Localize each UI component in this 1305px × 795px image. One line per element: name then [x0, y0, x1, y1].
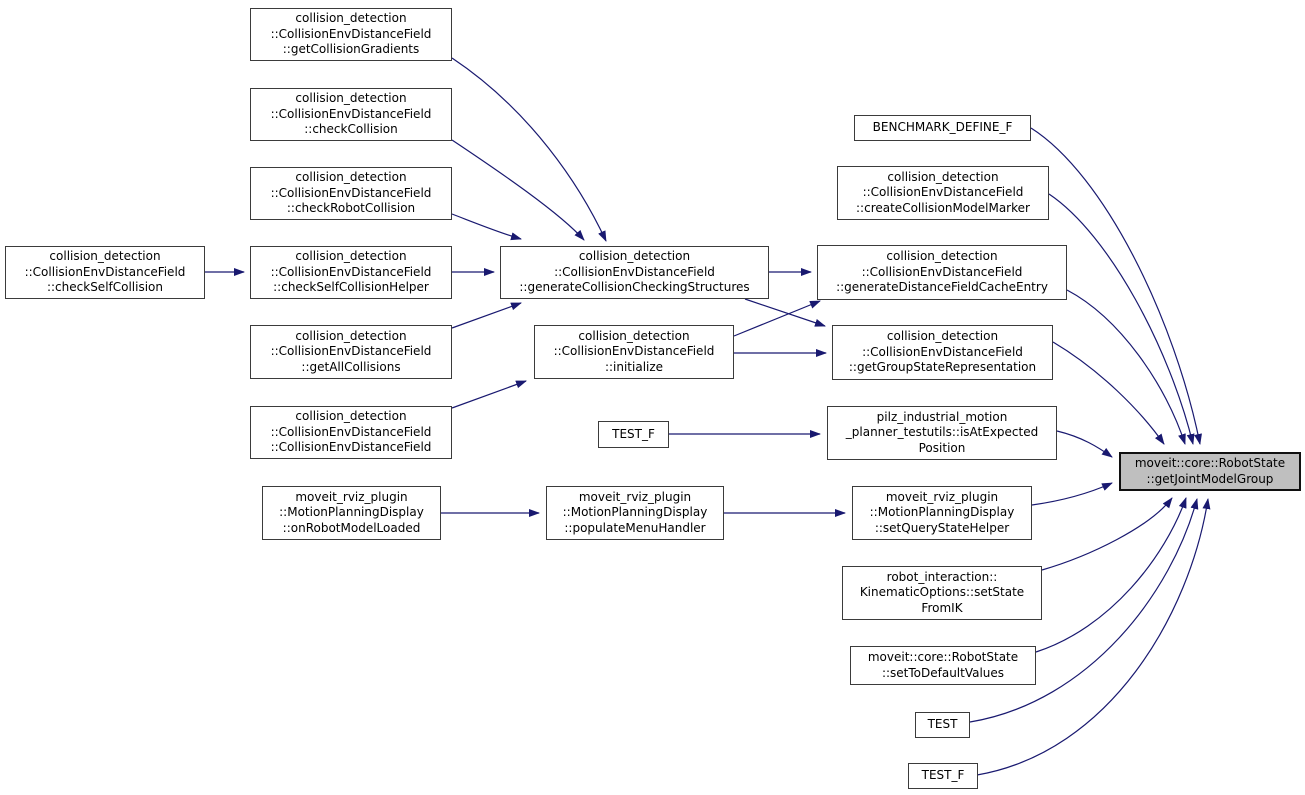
node-label-line: ::getJointModelGroup	[1146, 471, 1274, 486]
node-get-all-collisions[interactable]	[250, 325, 452, 379]
node-get-group-state-representation[interactable]	[832, 325, 1053, 380]
node-label-line: ::CollisionEnvDistanceField	[553, 344, 715, 359]
node-initialize[interactable]	[534, 325, 734, 379]
node-set-query-state-helper[interactable]	[852, 486, 1032, 540]
node-label-line: ::CollisionEnvDistanceField	[270, 344, 432, 359]
edge-get-all-collisions-to-generate-collision-checking-structures	[452, 303, 521, 328]
node-label-line: BENCHMARK_DEFINE_F	[872, 120, 1013, 135]
edge-check-robot-collision-to-generate-collision-checking-structures	[452, 214, 521, 239]
node-get-collision-gradients[interactable]	[250, 8, 452, 61]
node-label-line: ::MotionPlanningDisplay	[562, 505, 708, 520]
node-generate-distance-field-cache-entry[interactable]	[817, 245, 1067, 300]
node-label-line: _planner_testutils::isAtExpected	[845, 425, 1039, 440]
node-label-line: ::checkRobotCollision	[286, 201, 416, 216]
node-label-line: collision_detection	[295, 249, 407, 264]
node-label-line: collision_detection	[886, 249, 998, 264]
node-label-line: pilz_industrial_motion	[876, 409, 1008, 424]
node-check-self-collision[interactable]	[5, 246, 205, 299]
node-label-line: collision_detection	[295, 11, 407, 26]
node-label-line: ::populateMenuHandler	[564, 520, 706, 535]
edge-check-collision-to-generate-collision-checking-structures	[452, 140, 584, 240]
node-label-line: ::getCollisionGradients	[282, 42, 420, 57]
node-get-joint-model-group	[1119, 452, 1301, 491]
node-label-line: ::CollisionEnvDistanceField	[270, 264, 432, 279]
node-label-line: ::getAllCollisions	[301, 359, 401, 374]
node-label-line: robot_interaction::	[886, 569, 998, 584]
node-label-line: ::setQueryStateHelper	[874, 520, 1010, 535]
node-check-self-collision-helper[interactable]	[250, 246, 452, 299]
node-label-line: TEST_F	[921, 768, 965, 783]
edge-get-group-state-representation-to-get-joint-model-group	[1053, 342, 1164, 444]
node-label-line: ::checkSelfCollision	[46, 280, 164, 295]
edge-is-at-expected-position-to-get-joint-model-group	[1057, 431, 1112, 457]
node-label-line: ::generateCollisionCheckingStructures	[519, 280, 750, 295]
node-test[interactable]	[915, 712, 970, 738]
node-label-line: Position	[918, 440, 966, 455]
edge-initialize-to-generate-distance-field-cache-entry	[734, 301, 820, 336]
node-label-line: moveit_rviz_plugin	[578, 489, 692, 504]
node-label-line: collision_detection	[295, 170, 407, 185]
node-label-line: ::checkCollision	[304, 122, 398, 137]
node-label-line: ::createCollisionModelMarker	[856, 200, 1030, 215]
node-label-line: ::CollisionEnvDistanceField	[270, 106, 432, 121]
node-label-line: ::MotionPlanningDisplay	[279, 505, 424, 520]
node-label-line: ::initialize	[604, 359, 664, 374]
node-benchmark-define-f[interactable]	[854, 115, 1031, 141]
node-label-line: ::checkSelfCollisionHelper	[273, 280, 429, 295]
node-label-line: moveit_rviz_plugin	[295, 489, 408, 504]
node-label-line: ::CollisionEnvDistanceField	[270, 185, 432, 200]
edge-set-state-from-ik-to-get-joint-model-group	[1042, 498, 1172, 570]
node-populate-menu-handler[interactable]	[546, 486, 724, 540]
node-label-line: ::getGroupStateRepresentation	[848, 360, 1037, 375]
edge-test-f-bottom-to-get-joint-model-group	[977, 499, 1208, 775]
node-label-line: moveit::core::RobotState	[1134, 456, 1286, 470]
node-check-robot-collision[interactable]	[250, 167, 452, 220]
node-label-line: ::onRobotModelLoaded	[282, 520, 421, 535]
node-label-line: collision_detection	[886, 329, 999, 344]
node-label-line: collision_detection	[295, 328, 407, 343]
node-collision-env-distance-field-ctor[interactable]	[250, 406, 452, 459]
node-label-line: ::MotionPlanningDisplay	[869, 505, 1015, 520]
node-label-line: collision_detection	[578, 328, 690, 343]
node-label-line: ::CollisionEnvDistanceField	[24, 264, 186, 279]
edge-collision-env-distance-field-ctor-to-initialize	[452, 381, 526, 408]
node-is-at-expected-position[interactable]	[827, 406, 1057, 460]
node-on-robot-model-loaded[interactable]	[262, 486, 441, 540]
node-label-line: collision_detection	[887, 169, 999, 184]
node-label-line: ::CollisionEnvDistanceField	[861, 264, 1023, 279]
node-test-f-bottom[interactable]	[908, 763, 978, 789]
node-check-collision[interactable]	[250, 88, 452, 141]
node-label-line: ::CollisionEnvDistanceField	[270, 440, 432, 455]
node-label-line: TEST	[927, 717, 958, 732]
edge-generate-distance-field-cache-entry-to-get-joint-model-group	[1067, 290, 1185, 444]
node-label-line: ::setToDefaultValues	[881, 665, 1005, 680]
node-generate-collision-checking-structures[interactable]	[500, 246, 769, 299]
edge-get-collision-gradients-to-generate-collision-checking-structures	[452, 58, 606, 241]
node-label-line: moveit::core::RobotState	[867, 650, 1019, 664]
node-label-line: FromIK	[921, 600, 963, 615]
edge-generate-collision-checking-structures-to-get-group-state-representation	[745, 299, 825, 326]
node-create-collision-model-marker[interactable]	[837, 166, 1049, 220]
node-test-f-mid[interactable]	[598, 421, 669, 448]
node-label-line: TEST_F	[612, 426, 655, 441]
node-label-line: ::CollisionEnvDistanceField	[862, 344, 1023, 359]
edge-create-collision-model-marker-to-get-joint-model-group	[1049, 194, 1193, 444]
node-label-line: collision_detection	[578, 249, 691, 264]
node-label-line: ::CollisionEnvDistanceField	[270, 26, 432, 41]
node-label-line: KinematicOptions::setState	[859, 585, 1025, 600]
node-label-line: ::generateDistanceFieldCacheEntry	[836, 280, 1048, 295]
edge-set-query-state-helper-to-get-joint-model-group	[1032, 483, 1112, 505]
node-label-line: collision_detection	[295, 409, 407, 424]
node-label-line: ::CollisionEnvDistanceField	[554, 264, 715, 279]
node-set-state-from-ik[interactable]	[842, 566, 1042, 620]
node-label-line: ::CollisionEnvDistanceField	[862, 185, 1024, 200]
node-label-line: moveit_rviz_plugin	[885, 489, 999, 504]
node-label-line: collision_detection	[49, 249, 161, 264]
node-set-to-default-values[interactable]	[850, 646, 1036, 685]
node-label-line: ::CollisionEnvDistanceField	[270, 424, 432, 439]
node-label-line: collision_detection	[295, 91, 407, 106]
